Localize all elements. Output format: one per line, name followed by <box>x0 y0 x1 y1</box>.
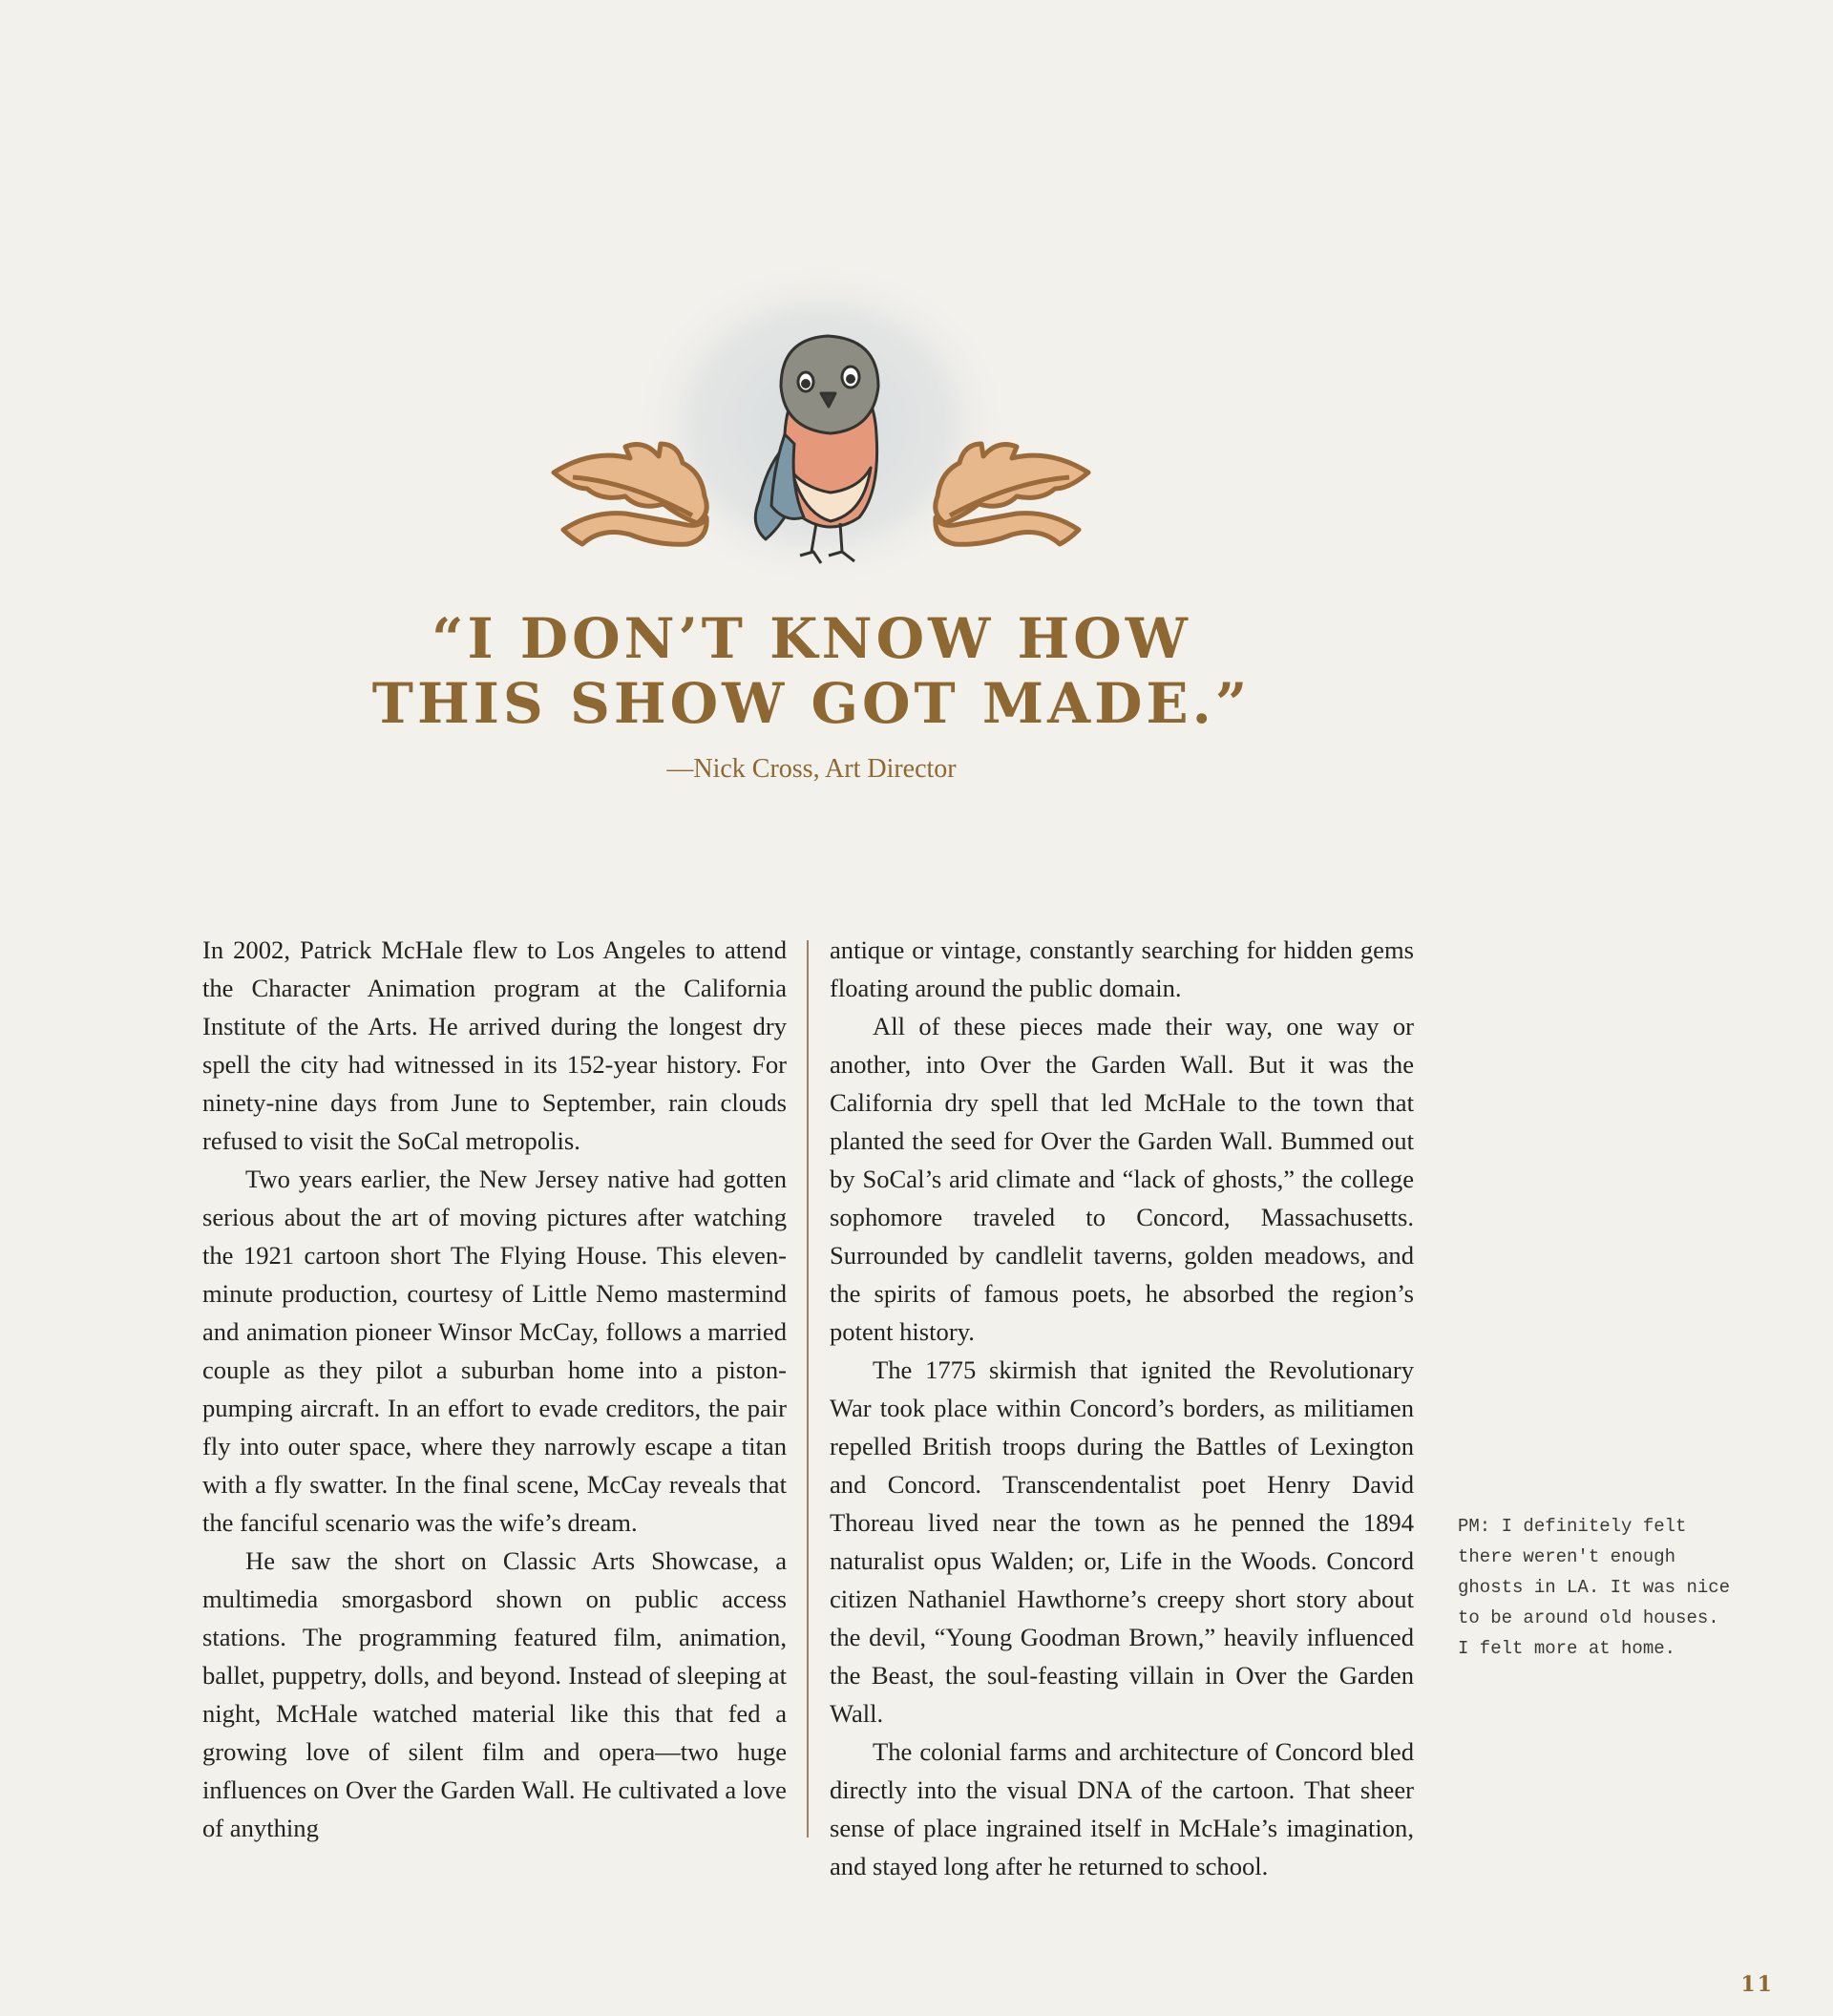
margin-note-line: to be around old houses. <box>1458 1607 1719 1628</box>
quote-attribution: —Nick Cross, Art Director <box>666 754 957 784</box>
paragraph: In 2002, Patrick McHale flew to Los Angeles to attend the Character Animation program at the California Institute of the Arts. He arrived during the longest dry spell the city had witnessed in its 152-year history. For ninety-nine days from June to September, rain clouds refused to visit the SoCal metropolis. <box>202 935 787 1155</box>
margin-note-line: there weren't enough <box>1458 1546 1676 1567</box>
margin-note-line: PM: I definitely felt <box>1458 1516 1687 1537</box>
body-column-left <box>202 931 787 1847</box>
paragraph: The colonial farms and architecture of Concord bled directly into the visual DNA of the cartoon. That sheer sense of place ingrained itself in McHale’s imagination, and stayed long after he returned to school. <box>830 1737 1414 1880</box>
pull-quote-line-1: “I DON’T KNOW HOW <box>432 606 1191 671</box>
margin-note-line: ghosts in LA. It was nice <box>1458 1577 1731 1598</box>
page-number: 11 <box>1740 1972 1774 1997</box>
pull-quote-line-2: THIS SHOW GOT MADE.” <box>371 671 1252 736</box>
paragraph: antique or vintage, constantly searching for hidden gems floating around the public domain. <box>830 935 1414 1002</box>
paragraph: The 1775 skirmish that ignited the Revolutionary War took place within Concord’s borders, as militiamen repelled British troops during the Battles of Lexington and Concord. Transcendentalist poet Henry David Thoreau lived near the town as he penned the 1894 naturalist opus Walden; or, Life in the Woods. Concord citizen Nathaniel Hawthorne’s creepy short story about the devil, “Young Goodman Brown,” heavily influenced the Beast, the soul-feasting villain in Over the Garden Wall. <box>830 1355 1414 1728</box>
right-leaf-icon <box>936 444 1088 544</box>
column-divider <box>807 940 809 1838</box>
paragraph: All of these pieces made their way, one way or another, into Over the Garden Wall. But it was the California dry spell that led McHale to the town that planted the seed for Over the Garden Wall. Bummed out by SoCal’s arid climate and “lack of ghosts,” the college sophomore traveled to Concord, Massachusetts. Surrounded by candlelit taverns, golden meadows, and the spirits of famous poets, he absorbed the region’s potent history. <box>830 1012 1414 1346</box>
left-leaf-icon <box>554 444 706 544</box>
margin-note <box>1458 1511 1744 1664</box>
body-column-right <box>830 931 1414 1885</box>
margin-note-line: I felt more at home. <box>1458 1638 1676 1659</box>
pull-quote <box>0 606 1623 736</box>
paragraph: Two years earlier, the New Jersey native had gotten serious about the art of moving pictures after watching the 1921 cartoon short The Flying House. This eleven-minute production, courtesy of Little Nemo mastermind and animation pioneer Winsor McCay, follows a married couple as they pilot a suburban home into a piston-pumping aircraft. In an effort to evade creditors, the pair fly into outer space, where they narrowly escape a titan with a fly swatter. In the final scene, McCay reveals that the fanciful scenario was the wife’s dream. <box>202 1165 787 1537</box>
bluebird-illustration <box>535 267 1107 601</box>
paragraph: He saw the short on Classic Arts Showcase, a multimedia smorgasbord shown on public access stations. The programming featured film, animation, ballet, puppetry, dolls, and beyond. Instead of sleeping at night, McHale watched material like this that fed a growing love of silent film and opera—two huge influences on Over the Garden Wall. He cultivated a love of anything <box>202 1546 787 1842</box>
